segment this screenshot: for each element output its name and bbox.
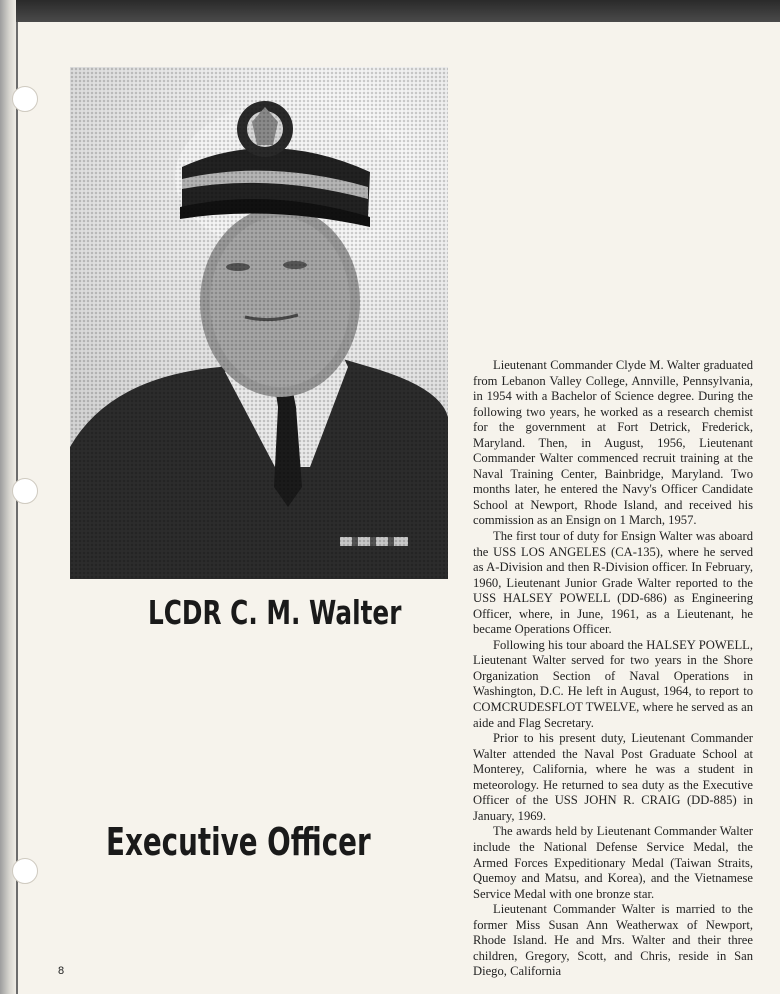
binder-hole <box>12 86 38 112</box>
binder-hole <box>12 858 38 884</box>
bio-paragraph: Prior to his present duty, Lieutenant Commander Walter attended the Naval Post Graduate School at Monterey, California, where he was a student in meteorology. He returned to sea duty as the Executive Officer of the USS JOHN R. CRAIG (DD-885) in January, 1969. <box>473 731 753 823</box>
officer-title-heading: Executive Officer <box>106 820 371 864</box>
bio-paragraph: Lieutenant Commander Walter is married to the former Miss Susan Ann Weatherwax of Newport, Rhode Island. He and Mrs. Walter and their three children, Gregory, Scott, and Chris, reside in San Diego, California <box>473 902 753 979</box>
biography-text <box>473 358 753 980</box>
officer-portrait-photo <box>70 67 448 579</box>
bio-paragraph: The first tour of duty for Ensign Walter was aboard the USS LOS ANGELES (CA-135), where he served as A-Division and then R-Division officer. In February, 1960, Lieutenant Junior Grade Walter reported to the USS HALSEY POWELL (DD-686) as Engineering Officer, where, in June, 1961, as a Lieutenant, he became Operations Officer. <box>473 529 753 637</box>
top-border <box>0 0 780 22</box>
binder-line <box>16 22 18 994</box>
page-number: 8 <box>58 965 65 977</box>
bio-paragraph: Following his tour aboard the HALSEY POWELL, Lieutenant Walter served for two years in the Shore Organization Section of Naval Operations in Washington, D.C. He left in August, 1964, to report to COMCRUDESFLOT TWELVE, where he served as an aide and Flag Secretary. <box>473 637 753 730</box>
binder-hole <box>12 478 38 504</box>
bio-paragraph: The awards held by Lieutenant Commander Walter include the National Defense Service Medal, the Armed Forces Expeditionary Medal (Taiwan Straits, Quemoy and Matsu, and Korea), and the Vietnamese Service Medal with one bronze star. <box>473 824 753 901</box>
bio-paragraph: Lieutenant Commander Clyde M. Walter graduated from Lebanon Valley College, Annville, Pennsylvania, in 1954 with a Bachelor of Science degree. During the following two years, he worked as a research chemist for the government at Fort Detrick, Frederick, Maryland. Then, in August, 1956, Lieutenant Commander Walter commenced recruit training at the Naval Training Center, Bainbridge, Maryland. Two months later, he entered the Navy's Officer Candidate School at Newport, Rhode Island, and received his commission as an Ensign on 1 March, 1957. <box>473 358 753 528</box>
officer-name-heading: LCDR C. M. Walter <box>148 593 402 632</box>
